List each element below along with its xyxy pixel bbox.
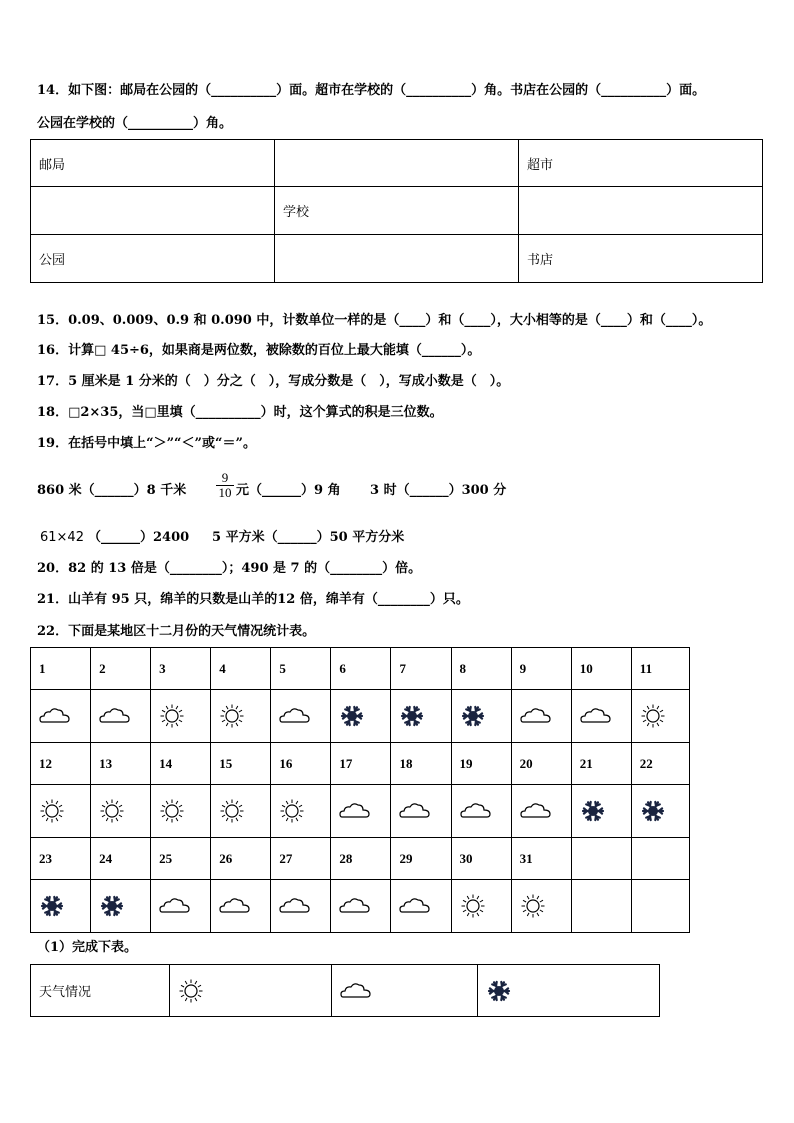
weather-day-cell: 16 xyxy=(271,743,331,785)
cloud-icon xyxy=(460,801,511,821)
weather-icon-cell xyxy=(271,690,331,743)
weather-day-cell: 23 xyxy=(31,838,91,880)
weather-icon-cell xyxy=(571,785,631,838)
sun-icon xyxy=(99,798,150,824)
q22: 22．下面是某地区十二月份的天气情况统计表。 xyxy=(37,624,316,639)
summary-sun-cell xyxy=(169,965,331,1017)
grid-cell-post-office: 邮局 xyxy=(31,140,275,187)
weather-icon-row xyxy=(31,880,690,933)
cloud-icon xyxy=(39,706,90,726)
cloud-icon xyxy=(159,896,210,916)
weather-icon-cell xyxy=(451,880,511,933)
snow-icon xyxy=(640,798,689,824)
q19-row2-b: （______）2400 xyxy=(88,530,190,545)
grid-cell xyxy=(519,187,763,235)
weather-day-cell: 27 xyxy=(271,838,331,880)
fraction-numerator: 9 xyxy=(221,470,229,485)
fraction-denominator: 10 xyxy=(218,485,232,500)
weather-day-cell: 26 xyxy=(211,838,271,880)
cloud-icon xyxy=(340,981,477,1001)
weather-day-cell: 22 xyxy=(631,743,689,785)
weather-icon-cell xyxy=(91,785,151,838)
weather-day-cell: 8 xyxy=(451,648,511,690)
weather-icon-cell xyxy=(391,880,451,933)
weather-day-cell: 18 xyxy=(391,743,451,785)
cloud-icon xyxy=(279,896,330,916)
weather-icon-cell xyxy=(331,880,391,933)
weather-icon-cell xyxy=(211,690,271,743)
weather-icon-row xyxy=(31,690,690,743)
grid-cell-supermarket: 超市 xyxy=(519,140,763,187)
weather-icon-cell xyxy=(631,690,689,743)
weather-day-cell: 11 xyxy=(631,648,689,690)
weather-icon-cell xyxy=(31,785,91,838)
sun-icon xyxy=(159,798,210,824)
weather-icon-cell xyxy=(151,785,211,838)
weather-day-cell: 13 xyxy=(91,743,151,785)
cloud-icon xyxy=(99,706,150,726)
weather-day-cell: 21 xyxy=(571,743,631,785)
weather-icon-cell xyxy=(391,785,451,838)
weather-summary-table xyxy=(30,964,660,1017)
cloud-icon xyxy=(339,896,390,916)
sun-icon xyxy=(640,703,689,729)
weather-day-cell: 1 xyxy=(31,648,91,690)
snow-icon xyxy=(99,893,150,919)
sun-icon xyxy=(279,798,330,824)
weather-icon-cell xyxy=(391,690,451,743)
q16: 16．计算□ 45÷6，如果商是两位数，被除数的百位上最大能填（______）。 xyxy=(37,343,481,358)
weather-day-cell: 29 xyxy=(391,838,451,880)
sun-icon xyxy=(39,798,90,824)
sun-icon xyxy=(460,893,511,919)
snow-icon xyxy=(39,893,90,919)
weather-day-cell: 28 xyxy=(331,838,391,880)
weather-icon-cell xyxy=(511,690,571,743)
weather-icon-cell xyxy=(511,880,571,933)
sun-icon xyxy=(219,703,270,729)
weather-icon-cell xyxy=(571,690,631,743)
q19-row1-a: 860 米（______）8 千米 xyxy=(37,483,187,498)
weather-day-row xyxy=(31,838,690,880)
weather-icon-cell xyxy=(151,880,211,933)
cloud-icon xyxy=(399,896,450,916)
weather-day-cell: 25 xyxy=(151,838,211,880)
weather-day-row xyxy=(31,743,690,785)
weather-icon-cell xyxy=(631,880,689,933)
cloud-icon xyxy=(219,896,270,916)
q19-row1-b: 元（______）9 角 xyxy=(236,483,341,498)
weather-day-cell xyxy=(571,838,631,880)
q22-sub1: （1）完成下表。 xyxy=(37,940,138,955)
weather-icon-cell xyxy=(451,690,511,743)
cloud-icon xyxy=(520,706,571,726)
weather-icon-row xyxy=(31,785,690,838)
fraction-nine-tenths xyxy=(216,471,234,500)
weather-icon-cell xyxy=(211,785,271,838)
q19-row2-c: 5 平方米（______）50 平方分米 xyxy=(212,530,405,545)
q19: 19．在括号中填上“＞”“＜”或“＝”。 xyxy=(37,436,256,451)
weather-icon-cell xyxy=(91,690,151,743)
cloud-icon xyxy=(580,706,631,726)
sun-icon xyxy=(219,798,270,824)
q14-line2: 公园在学校的（__________）角。 xyxy=(37,116,233,131)
weather-day-cell: 7 xyxy=(391,648,451,690)
grid-cell-park: 公园 xyxy=(31,235,275,283)
weather-day-cell: 2 xyxy=(91,648,151,690)
weather-day-cell: 10 xyxy=(571,648,631,690)
cloud-icon xyxy=(399,801,450,821)
position-grid xyxy=(30,139,763,283)
q14-line1: 14．如下图：邮局在公园的（__________）面。超市在学校的（__________）角。书店在公园的（__________）面。 xyxy=(37,83,706,98)
weather-day-cell: 31 xyxy=(511,838,571,880)
weather-day-cell: 20 xyxy=(511,743,571,785)
q17: 17．5 厘米是 1 分米的（ ）分之（ ），写成分数是（ ），写成小数是（ ）。 xyxy=(37,374,510,389)
grid-cell-bookstore: 书店 xyxy=(519,235,763,283)
weather-icon-cell xyxy=(31,690,91,743)
summary-snow-cell xyxy=(477,965,659,1017)
weather-day-cell: 3 xyxy=(151,648,211,690)
sun-icon xyxy=(520,893,571,919)
weather-day-cell: 19 xyxy=(451,743,511,785)
weather-icon-cell xyxy=(511,785,571,838)
weather-day-cell: 12 xyxy=(31,743,91,785)
sun-icon xyxy=(178,978,331,1004)
snow-icon xyxy=(460,703,511,729)
grid-cell-school: 学校 xyxy=(275,187,519,235)
weather-icon-cell xyxy=(331,785,391,838)
sun-icon xyxy=(159,703,210,729)
weather-day-cell: 9 xyxy=(511,648,571,690)
weather-icon-cell xyxy=(271,785,331,838)
snow-icon xyxy=(580,798,631,824)
summary-label: 天气情况 xyxy=(31,965,170,1017)
weather-icon-cell xyxy=(271,880,331,933)
snow-icon xyxy=(399,703,450,729)
q21: 21．山羊有 95 只，绵羊的只数是山羊的12 倍，绵羊有（________）只。 xyxy=(37,592,469,607)
weather-day-cell: 17 xyxy=(331,743,391,785)
cloud-icon xyxy=(279,706,330,726)
weather-day-cell xyxy=(631,838,689,880)
grid-cell xyxy=(275,140,519,187)
weather-icon-cell xyxy=(91,880,151,933)
weather-day-cell: 15 xyxy=(211,743,271,785)
weather-day-cell: 14 xyxy=(151,743,211,785)
q20: 20．82 的 13 倍是（________）；490 是 7 的（________）倍。 xyxy=(37,561,422,576)
snow-icon xyxy=(339,703,390,729)
weather-day-row xyxy=(31,648,690,690)
grid-cell xyxy=(31,187,275,235)
grid-cell xyxy=(275,235,519,283)
cloud-icon xyxy=(339,801,390,821)
weather-table xyxy=(30,647,690,933)
q18: 18．□2×35，当□里填（__________）时，这个算式的积是三位数。 xyxy=(37,405,443,420)
weather-icon-cell xyxy=(571,880,631,933)
weather-icon-cell xyxy=(451,785,511,838)
weather-icon-cell xyxy=(31,880,91,933)
q19-row1-c: 3 时（______）300 分 xyxy=(370,483,507,498)
weather-icon-cell xyxy=(151,690,211,743)
q19-row2-a: 61×42 xyxy=(40,530,84,545)
weather-icon-cell xyxy=(331,690,391,743)
summary-cloud-cell xyxy=(332,965,478,1017)
q15: 15．0.09、0.009、0.9 和 0.090 中，计数单位一样的是（____）和（____），大小相等的是（____）和（____）。 xyxy=(37,313,712,328)
weather-icon-cell xyxy=(211,880,271,933)
snow-icon xyxy=(486,978,659,1004)
weather-day-cell: 5 xyxy=(271,648,331,690)
cloud-icon xyxy=(520,801,571,821)
weather-day-cell: 24 xyxy=(91,838,151,880)
weather-icon-cell xyxy=(631,785,689,838)
weather-day-cell: 6 xyxy=(331,648,391,690)
weather-day-cell: 4 xyxy=(211,648,271,690)
weather-day-cell: 30 xyxy=(451,838,511,880)
